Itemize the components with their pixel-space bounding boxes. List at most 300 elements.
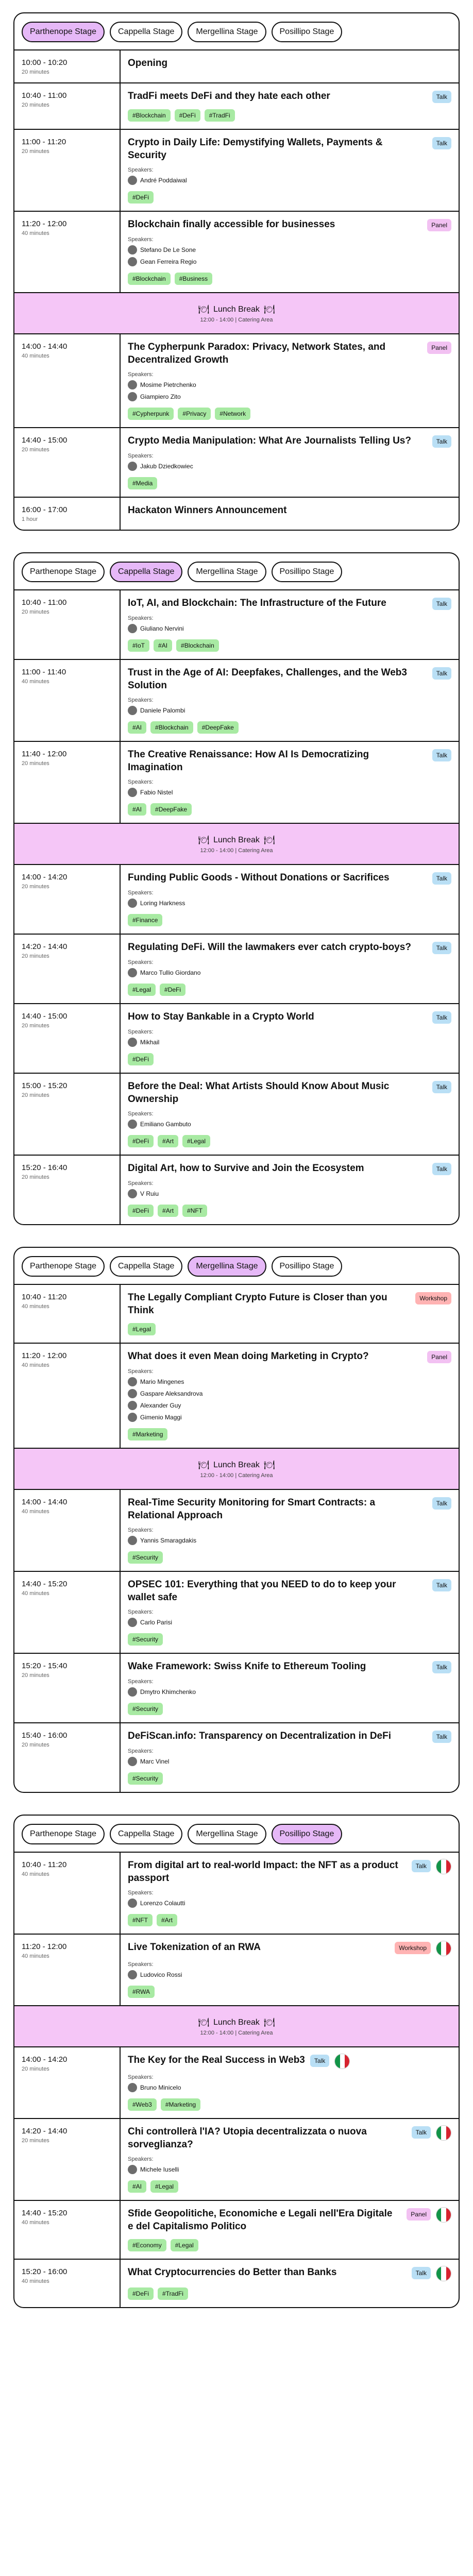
session-time-range: 10:40 - 11:00 [22, 91, 67, 100]
session-tags [128, 109, 451, 122]
session-duration: 20 minutes [22, 2138, 49, 2144]
session-time-range: 15:20 - 16:40 [22, 1163, 67, 1172]
session-tags [128, 1986, 451, 1998]
avatar [128, 245, 137, 255]
session-content [121, 1654, 459, 1722]
tab-posillipo-stage[interactable]: Posillipo Stage [272, 1256, 343, 1277]
session-type-badge: Talk [432, 1731, 451, 1743]
tag-chip: #Legal [128, 984, 156, 996]
stage-schedule [13, 12, 460, 531]
session-duration: 20 minutes [22, 1092, 49, 1098]
session-title-line [128, 90, 451, 103]
speaker [128, 1687, 451, 1697]
speakers-label: Speakers: [128, 697, 154, 703]
session-title: Blockchain finally accessible for businesses [128, 219, 335, 230]
session-content [121, 334, 459, 427]
session-row[interactable] [14, 1654, 459, 1723]
session-time-range: 11:00 - 11:20 [22, 138, 66, 146]
tag-chip: #Privacy [178, 408, 211, 420]
session-type-badge: Panel [427, 342, 451, 354]
tag-chip: #Cypherpunk [128, 408, 174, 420]
session-time [14, 428, 121, 497]
session-type-badge: Talk [432, 1163, 451, 1175]
session-content [121, 1156, 459, 1224]
speakers-label: Speakers: [128, 1111, 154, 1117]
session-time-range: 14:00 - 14:20 [22, 2055, 67, 2064]
session-time-range: 10:40 - 11:20 [22, 1860, 67, 1869]
session-title: Chi controllerà l'IA? Utopia decentralizzata o nuova sorveglianza? [128, 2126, 367, 2150]
session-title: Sfide Geopolitiche, Economiche e Legali nell'Era Digitale e del Capitalismo Politico [128, 2208, 393, 2232]
speaker [128, 2083, 451, 2092]
fork-knife-icon: 🍽 [198, 304, 210, 314]
speaker [128, 1536, 451, 1545]
speakers-label: Speakers: [128, 890, 154, 896]
session-type-badge: Talk [412, 2267, 431, 2279]
avatar [128, 1120, 137, 1129]
avatar [128, 2165, 137, 2174]
speakers-label: Speakers: [128, 1368, 154, 1375]
tag-chip: #AI [128, 2180, 146, 2193]
tag-chip: #DeFi [128, 1053, 154, 1065]
speakers-label: Speakers: [128, 1679, 154, 1685]
tag-chip: #DeepFake [150, 803, 192, 816]
session-content [121, 2260, 459, 2307]
session-row[interactable] [14, 2201, 459, 2260]
session-content [121, 1490, 459, 1571]
session-title-line [128, 1578, 451, 1604]
session-type-badge: Workshop [395, 1942, 431, 1954]
session-type-badge: Talk [432, 872, 451, 885]
session-time-range: 10:00 - 10:20 [22, 58, 67, 67]
session-row[interactable] [14, 660, 459, 742]
session-time-range: 14:40 - 15:00 [22, 1012, 67, 1021]
session-row[interactable] [14, 212, 459, 293]
tab-cappella-stage[interactable]: Cappella Stage [110, 1256, 182, 1277]
tab-mergellina-stage[interactable]: Mergellina Stage [188, 1824, 266, 1844]
speaker-name: Marco Tullio Giordano [140, 969, 201, 976]
tab-mergellina-stage[interactable]: Mergellina Stage [188, 22, 266, 42]
speaker [128, 968, 451, 977]
avatar [128, 1401, 137, 1410]
session-duration: 20 minutes [22, 69, 49, 75]
session-duration: 40 minutes [22, 1590, 49, 1597]
session-row[interactable] [14, 742, 459, 824]
avatar [128, 788, 137, 797]
tag-chip: #Blockchain [176, 639, 219, 652]
session-time-range: 14:20 - 14:40 [22, 942, 67, 951]
speaker-name: Mikhail [140, 1039, 160, 1046]
tag-chip: #Legal [128, 1323, 156, 1335]
tag-chip: #TradFi [158, 2287, 188, 2300]
session-duration: 40 minutes [22, 1871, 49, 1877]
avatar [128, 624, 137, 633]
speakers-label: Speakers: [128, 1029, 154, 1035]
session-content [121, 1074, 459, 1155]
session-title: How to Stay Bankable in a Crypto World [128, 1011, 314, 1022]
session-duration: 20 minutes [22, 760, 49, 767]
session-content [121, 498, 459, 530]
tag-chip: #DeFi [128, 2287, 154, 2300]
speaker-name: Gimenio Maggi [140, 1414, 182, 1421]
session-duration: 40 minutes [22, 1509, 49, 1515]
avatar [128, 968, 137, 977]
speaker [128, 392, 451, 401]
tab-cappella-stage[interactable]: Cappella Stage [110, 1824, 182, 1844]
speaker-name: Stefano De Le Sone [140, 246, 196, 253]
session-tags [128, 2098, 451, 2111]
session-title: Real-Time Security Monitoring for Smart Contracts: a Relational Approach [128, 1497, 376, 1521]
speakers-label: Speakers: [128, 1748, 154, 1754]
speaker-name: Ludovico Rossi [140, 1971, 182, 1978]
session-title-line [128, 1496, 451, 1522]
speaker [128, 706, 451, 715]
speaker [128, 1189, 451, 1198]
session-row[interactable] [14, 1344, 459, 1449]
session-content [121, 2047, 459, 2118]
session-duration: 40 minutes [22, 1362, 49, 1368]
session-content [121, 1285, 459, 1343]
tag-chip: #DeFi [160, 984, 185, 996]
speakers-label: Speakers: [128, 1961, 154, 1968]
break-time-location: 12:00 - 14:00 | Catering Area [200, 317, 273, 323]
speaker-name: Marc Vinel [140, 1758, 170, 1765]
session-title-line [128, 1162, 451, 1175]
speakers-label: Speakers: [128, 779, 154, 785]
session-title-line [128, 1941, 451, 1956]
session-title: Crypto in Daily Life: Demystifying Wallets, Payments & Security [128, 137, 383, 161]
speakers-label: Speakers: [128, 236, 154, 243]
session-content [121, 50, 459, 82]
tag-chip: #Blockchain [128, 109, 171, 122]
session-row[interactable] [14, 334, 459, 428]
tag-chip: #Legal [171, 2239, 198, 2251]
tag-chip: #Network [215, 408, 250, 420]
tag-chip: #DeFi [128, 1205, 154, 1217]
session-time [14, 1156, 121, 1224]
italy-flag-icon [436, 2207, 451, 2223]
session-time-range: 15:40 - 16:00 [22, 1731, 67, 1740]
session-content [121, 2201, 459, 2259]
session-row[interactable] [14, 83, 459, 130]
session-type-badge: Talk [432, 91, 451, 103]
session-duration: 40 minutes [22, 1953, 49, 1959]
speaker [128, 1413, 451, 1422]
tag-chip: #Web3 [128, 2098, 157, 2111]
session-content [121, 1935, 459, 2005]
fork-knife-icon: 🍽 [198, 2018, 210, 2027]
avatar [128, 380, 137, 389]
tag-chip: #DeFi [128, 1135, 154, 1147]
stage-tabs [14, 1816, 459, 1853]
session-tags [128, 273, 451, 285]
session-time [14, 865, 121, 934]
session-time [14, 130, 121, 211]
italy-flag-icon [436, 1941, 451, 1956]
speakers-label: Speakers: [128, 167, 154, 173]
speaker [128, 176, 451, 185]
tab-posillipo-stage[interactable]: Posillipo Stage [272, 22, 343, 42]
lunch-break-row [14, 2006, 459, 2047]
session-title: Digital Art, how to Survive and Join the Ecosystem [128, 1163, 364, 1174]
session-title-line [128, 1660, 451, 1673]
tag-chip: #Security [128, 1633, 163, 1646]
session-type-badge: Talk [310, 2055, 329, 2067]
session-duration: 20 minutes [22, 1174, 49, 1180]
speaker-name: Gean Ferreira Regio [140, 258, 197, 265]
avatar [128, 1189, 137, 1198]
session-row[interactable] [14, 498, 459, 530]
session-row[interactable] [14, 1285, 459, 1344]
session-time-range: 10:40 - 11:20 [22, 1293, 67, 1301]
stage-tabs [14, 553, 459, 590]
session-time-range: 14:00 - 14:40 [22, 1498, 67, 1506]
speaker-name: V Ruiu [140, 1190, 159, 1197]
tag-chip: #Blockchain [128, 273, 171, 285]
session-duration: 40 minutes [22, 679, 49, 685]
speaker-name: Carlo Parisi [140, 1619, 173, 1626]
session-title: Before the Deal: What Artists Should Know About Music Ownership [128, 1081, 390, 1105]
avatar [128, 1536, 137, 1545]
tag-chip: #Security [128, 1551, 163, 1564]
tag-chip: #NFT [128, 1914, 153, 1926]
speaker-name: Yannis Smaragdakis [140, 1537, 197, 1544]
italy-flag-icon [436, 2125, 451, 2141]
avatar [128, 1757, 137, 1766]
session-type-badge: Talk [432, 1081, 451, 1093]
session-tags [128, 1205, 451, 1217]
session-tags [128, 2239, 451, 2251]
tag-chip: #DeFi [175, 109, 200, 122]
session-row[interactable] [14, 1156, 459, 1224]
session-time-range: 11:20 - 12:00 [22, 1942, 67, 1951]
speaker [128, 257, 451, 266]
session-content [121, 83, 459, 129]
tag-chip: #Security [128, 1703, 163, 1715]
session-time [14, 935, 121, 1003]
session-title: Live Tokenization of an RWA [128, 1942, 261, 1953]
tab-posillipo-stage[interactable]: Posillipo Stage [272, 1824, 343, 1844]
speakers-label: Speakers: [128, 1609, 154, 1615]
session-title-line [128, 748, 451, 774]
session-tags [128, 803, 451, 816]
speakers-label: Speakers: [128, 1890, 154, 1896]
fork-knife-icon: 🍽 [263, 2018, 275, 2027]
speakers-label: Speakers: [128, 1527, 154, 1533]
session-row[interactable] [14, 130, 459, 212]
italy-flag-icon [436, 2266, 451, 2281]
session-tags [128, 2287, 451, 2300]
session-time-range: 11:40 - 12:00 [22, 750, 67, 758]
fork-knife-icon: 🍽 [263, 304, 275, 314]
session-content [121, 742, 459, 823]
session-time-range: 11:20 - 12:00 [22, 1351, 67, 1360]
session-title-line [128, 1080, 451, 1106]
session-content [121, 935, 459, 1003]
session-title-line [128, 1291, 451, 1317]
session-type-badge: Talk [432, 137, 451, 149]
tag-chip: #Legal [150, 2180, 178, 2193]
session-title-line [128, 666, 451, 692]
session-tags [128, 1551, 451, 1564]
break-label: Lunch Break [213, 1461, 260, 1469]
break-label: Lunch Break [213, 2018, 260, 2027]
fork-knife-icon: 🍽 [263, 1460, 275, 1470]
session-title-line [128, 57, 451, 70]
session-tags [128, 1428, 451, 1440]
session-content [121, 865, 459, 934]
tag-chip: #NFT [182, 1205, 207, 1217]
speakers-label: Speakers: [128, 2156, 154, 2162]
session-time [14, 590, 121, 659]
tab-parthenope-stage[interactable]: Parthenope Stage [22, 1824, 105, 1844]
break-time-location: 12:00 - 14:00 | Catering Area [200, 848, 273, 854]
session-duration: 20 minutes [22, 884, 49, 890]
session-row[interactable] [14, 1074, 459, 1156]
session-title-line [128, 1730, 451, 1743]
speaker [128, 462, 451, 471]
session-row[interactable] [14, 1853, 459, 1935]
session-title-line [128, 434, 451, 448]
tab-cappella-stage[interactable]: Cappella Stage [110, 22, 182, 42]
session-title: What Cryptocurrencies do Better than Banks [128, 2267, 337, 2278]
session-time [14, 2047, 121, 2118]
speakers-label: Speakers: [128, 615, 154, 621]
speaker-name: André Poddaiwal [140, 177, 187, 184]
tag-chip: #AI [128, 721, 146, 734]
speaker-name: Fabio Nistel [140, 789, 173, 796]
speaker-name: Gaspare Aleksandrova [140, 1390, 203, 1397]
fork-knife-icon: 🍽 [263, 835, 275, 845]
tab-posillipo-stage[interactable]: Posillipo Stage [272, 562, 343, 582]
tab-mergellina-stage[interactable]: Mergellina Stage [188, 1256, 266, 1277]
session-type-badge: Talk [432, 1661, 451, 1673]
session-content [121, 1723, 459, 1792]
session-row[interactable] [14, 428, 459, 498]
session-type-badge: Talk [432, 598, 451, 610]
break-title [198, 835, 275, 845]
avatar [128, 1389, 137, 1398]
session-title-line [128, 341, 451, 366]
speaker [128, 788, 451, 797]
session-title: Hackaton Winners Announcement [128, 505, 287, 516]
session-title: The Legally Compliant Crypto Future is Closer than you Think [128, 1292, 387, 1316]
speaker-name: Daniele Palombi [140, 707, 185, 714]
session-duration: 20 minutes [22, 609, 49, 615]
schedule [13, 12, 460, 2308]
speakers-label: Speakers: [128, 453, 154, 459]
tab-parthenope-stage[interactable]: Parthenope Stage [22, 22, 105, 42]
tag-chip: #Legal [182, 1135, 210, 1147]
session-time [14, 2260, 121, 2307]
session-row[interactable] [14, 1490, 459, 1572]
session-row[interactable] [14, 50, 459, 83]
lunch-break-row [14, 293, 459, 334]
session-tags [128, 477, 451, 489]
session-content [121, 130, 459, 211]
session-title: The Cypherpunk Paradox: Privacy, Network States, and Decentralized Growth [128, 342, 386, 365]
session-time [14, 1572, 121, 1653]
session-tags [128, 191, 451, 204]
speaker-name: Bruno Minicelo [140, 2084, 181, 2091]
session-time [14, 1285, 121, 1343]
tag-chip: #Art [158, 1135, 178, 1147]
session-title-line [128, 1859, 451, 1885]
session-type-badge: Talk [432, 435, 451, 448]
session-content [121, 1572, 459, 1653]
session-row[interactable] [14, 590, 459, 660]
session-time [14, 83, 121, 129]
speaker-name: Michele Iuselli [140, 2166, 179, 2173]
tag-chip: #DeFi [128, 191, 154, 204]
stage-schedule [13, 1815, 460, 2308]
tag-chip: #IoT [128, 639, 149, 652]
avatar [128, 1899, 137, 1908]
session-time-range: 15:20 - 16:00 [22, 2267, 67, 2276]
session-type-badge: Talk [432, 749, 451, 761]
session-row[interactable] [14, 1935, 459, 2006]
session-title: TradFi meets DeFi and they hate each other [128, 91, 330, 101]
session-content [121, 1344, 459, 1448]
avatar [128, 899, 137, 908]
tag-chip: #Marketing [128, 1428, 167, 1440]
tag-chip: #Art [157, 1914, 177, 1926]
session-time [14, 334, 121, 427]
session-row[interactable] [14, 2047, 459, 2119]
session-title: The Key for the Real Success in Web3 [128, 2055, 305, 2065]
session-title: Wake Framework: Swiss Knife to Ethereum Tooling [128, 1661, 366, 1672]
tab-mergellina-stage[interactable]: Mergellina Stage [188, 562, 266, 582]
tag-chip: #Blockchain [150, 721, 193, 734]
session-row[interactable] [14, 2119, 459, 2201]
session-duration: 40 minutes [22, 353, 49, 359]
session-row[interactable] [14, 935, 459, 1004]
session-row[interactable] [14, 1723, 459, 1792]
session-title-line [128, 941, 451, 954]
session-type-badge: Panel [427, 1351, 451, 1363]
session-title: IoT, AI, and Blockchain: The Infrastructure of the Future [128, 598, 386, 608]
speaker [128, 1618, 451, 1627]
avatar [128, 176, 137, 185]
session-row[interactable] [14, 1004, 459, 1074]
session-row[interactable] [14, 865, 459, 935]
tab-cappella-stage[interactable]: Cappella Stage [110, 562, 182, 582]
session-time [14, 1853, 121, 1934]
session-time-range: 15:20 - 15:40 [22, 1662, 67, 1670]
speaker-name: Mario Mingenes [140, 1378, 184, 1385]
session-title: What does it even Mean doing Marketing in Crypto? [128, 1351, 369, 1362]
session-time [14, 1074, 121, 1155]
session-time [14, 212, 121, 292]
session-time [14, 742, 121, 823]
session-time [14, 50, 121, 82]
speakers-label: Speakers: [128, 2074, 154, 2080]
session-time [14, 1723, 121, 1792]
tab-parthenope-stage[interactable]: Parthenope Stage [22, 562, 105, 582]
session-content [121, 1004, 459, 1073]
fork-knife-icon: 🍽 [198, 1460, 210, 1470]
session-duration: 40 minutes [22, 1303, 49, 1310]
tag-chip: #RWA [128, 1986, 155, 1998]
session-row[interactable] [14, 2260, 459, 2307]
break-time-location: 12:00 - 14:00 | Catering Area [200, 1472, 273, 1479]
italy-flag-icon [436, 1859, 451, 1874]
session-type-badge: Workshop [415, 1292, 451, 1304]
speaker [128, 1970, 451, 1979]
speaker [128, 1377, 451, 1386]
tab-parthenope-stage[interactable]: Parthenope Stage [22, 1256, 105, 1277]
session-row[interactable] [14, 1572, 459, 1654]
speaker [128, 624, 451, 633]
